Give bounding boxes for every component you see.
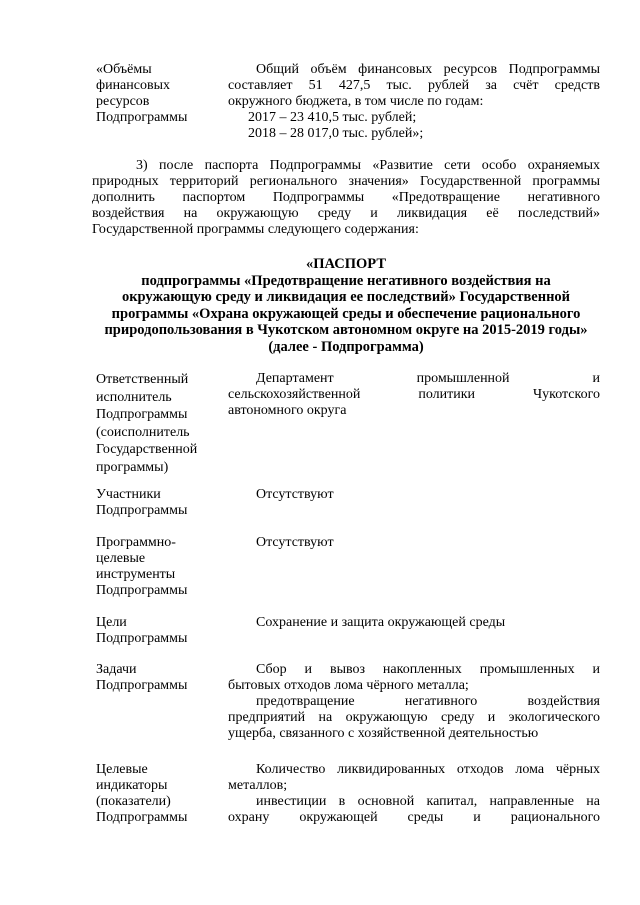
value-line: Общий объём финансовых ресурсов Подпрограммы [256, 62, 600, 77]
value-line: предприятий на окружающую среду и экологического [228, 710, 600, 725]
value-line: Департамент промышленной и [256, 371, 600, 386]
participants-label [96, 487, 224, 519]
label-line: Подпрограммы [96, 631, 188, 646]
tasks-value [228, 662, 600, 742]
heading-line: «ПАСПОРТ [305, 256, 386, 272]
value-line: автономного округа [228, 403, 347, 418]
value-line: Отсутствуют [256, 487, 334, 502]
financing-label [96, 62, 224, 126]
value-line: составляет 51 427,5 тыс. рублей за счёт средств [228, 78, 600, 93]
value-line: инвестиции в основной капитал, направленные на [256, 794, 600, 809]
label-line: Цели [96, 615, 127, 630]
paragraph-3 [92, 158, 600, 238]
value-line: Отсутствуют [256, 535, 334, 550]
year-2017-line: 2017 – 23 410,5 тыс. рублей; [248, 110, 417, 125]
tasks-label [96, 662, 224, 694]
label-line: Подпрограммы [96, 583, 188, 598]
label-line: Участники [96, 487, 161, 502]
value-line: бытовых отходов лома чёрного металла; [228, 678, 469, 693]
indicators-label [96, 762, 224, 826]
year-2018-line: 2018 – 28 017,0 тыс. рублей»; [248, 126, 424, 141]
label-line: Задачи [96, 662, 137, 677]
label-line: Подпрограммы [96, 503, 188, 518]
heading-line: подпрограммы «Предотвращение негативного воздействия на [141, 272, 551, 289]
label-line: Подпрограммы [96, 678, 188, 693]
label-line: ресурсов [96, 94, 150, 109]
value-line: окружного бюджета, в том числе по годам: [228, 94, 484, 109]
financing-value [228, 62, 600, 142]
label-line: (соисполнитель [96, 424, 190, 440]
heading-line: (далее - Подпрограмма) [268, 338, 424, 355]
indicators-value [228, 762, 600, 826]
label-line: программы) [96, 459, 169, 475]
value-line: ущерба, связанного с хозяйственной деятельностью [228, 726, 539, 741]
label-line: целевые [96, 551, 146, 566]
paragraph-line: Государственной программы следующего содержания: [92, 222, 419, 237]
label-line: индикаторы [96, 778, 168, 793]
value-line: сельскохозяйственной политики Чукотского [228, 387, 600, 402]
goals-label [96, 615, 224, 647]
instruments-value [228, 535, 600, 551]
paragraph-line: 3) после паспорта Подпрограммы «Развитие сети особо охраняемых [136, 158, 600, 173]
participants-value [228, 487, 600, 503]
value-line: охрану окружающей среды и рационального [228, 810, 600, 825]
instruments-label [96, 535, 224, 599]
value-line: Сохранение и защита окружающей среды [256, 615, 506, 630]
label-line: Ответственный [96, 372, 189, 387]
heading-line: программы «Охрана окружающей среды и обеспечение рационального [111, 305, 581, 322]
value-line: предотвращение негативного воздействия [256, 694, 600, 709]
goals-value [228, 615, 600, 631]
value-line: Сбор и вывоз накопленных промышленных и [256, 662, 600, 677]
label-line: (показатели) [96, 794, 171, 809]
paragraph-line: воздействия на окружающую среду и ликвидация её последствий» [92, 206, 600, 221]
passport-heading [92, 256, 600, 355]
label-line: исполнитель [96, 389, 172, 405]
value-line: Количество ликвидированных отходов лома чёрных [256, 762, 600, 777]
label-line: Подпрограммы [96, 810, 188, 825]
paragraph-line: природных территорий регионального значения» Государственной программы [92, 174, 600, 189]
heading-line: природопользования в Чукотском автономном округе на 2015-2019 годы» [104, 322, 588, 338]
responsible-value [228, 371, 600, 419]
responsible-label [96, 371, 224, 476]
label-line: Подпрограммы [96, 407, 188, 422]
heading-line: окружающую среду и ликвидация ее последствий» Государственной [121, 289, 571, 305]
label-line: финансовых [96, 78, 170, 93]
label-line: Подпрограммы [96, 110, 188, 125]
label-line: инструменты [96, 567, 176, 582]
label-line: Государственной [96, 442, 198, 457]
label-line: Целевые [96, 762, 148, 777]
label-line: «Объёмы [96, 62, 152, 77]
label-line: Программно- [96, 535, 176, 550]
value-line: металлов; [228, 778, 288, 793]
paragraph-line: дополнить паспортом Подпрограммы «Предотвращение негативного [92, 190, 600, 205]
